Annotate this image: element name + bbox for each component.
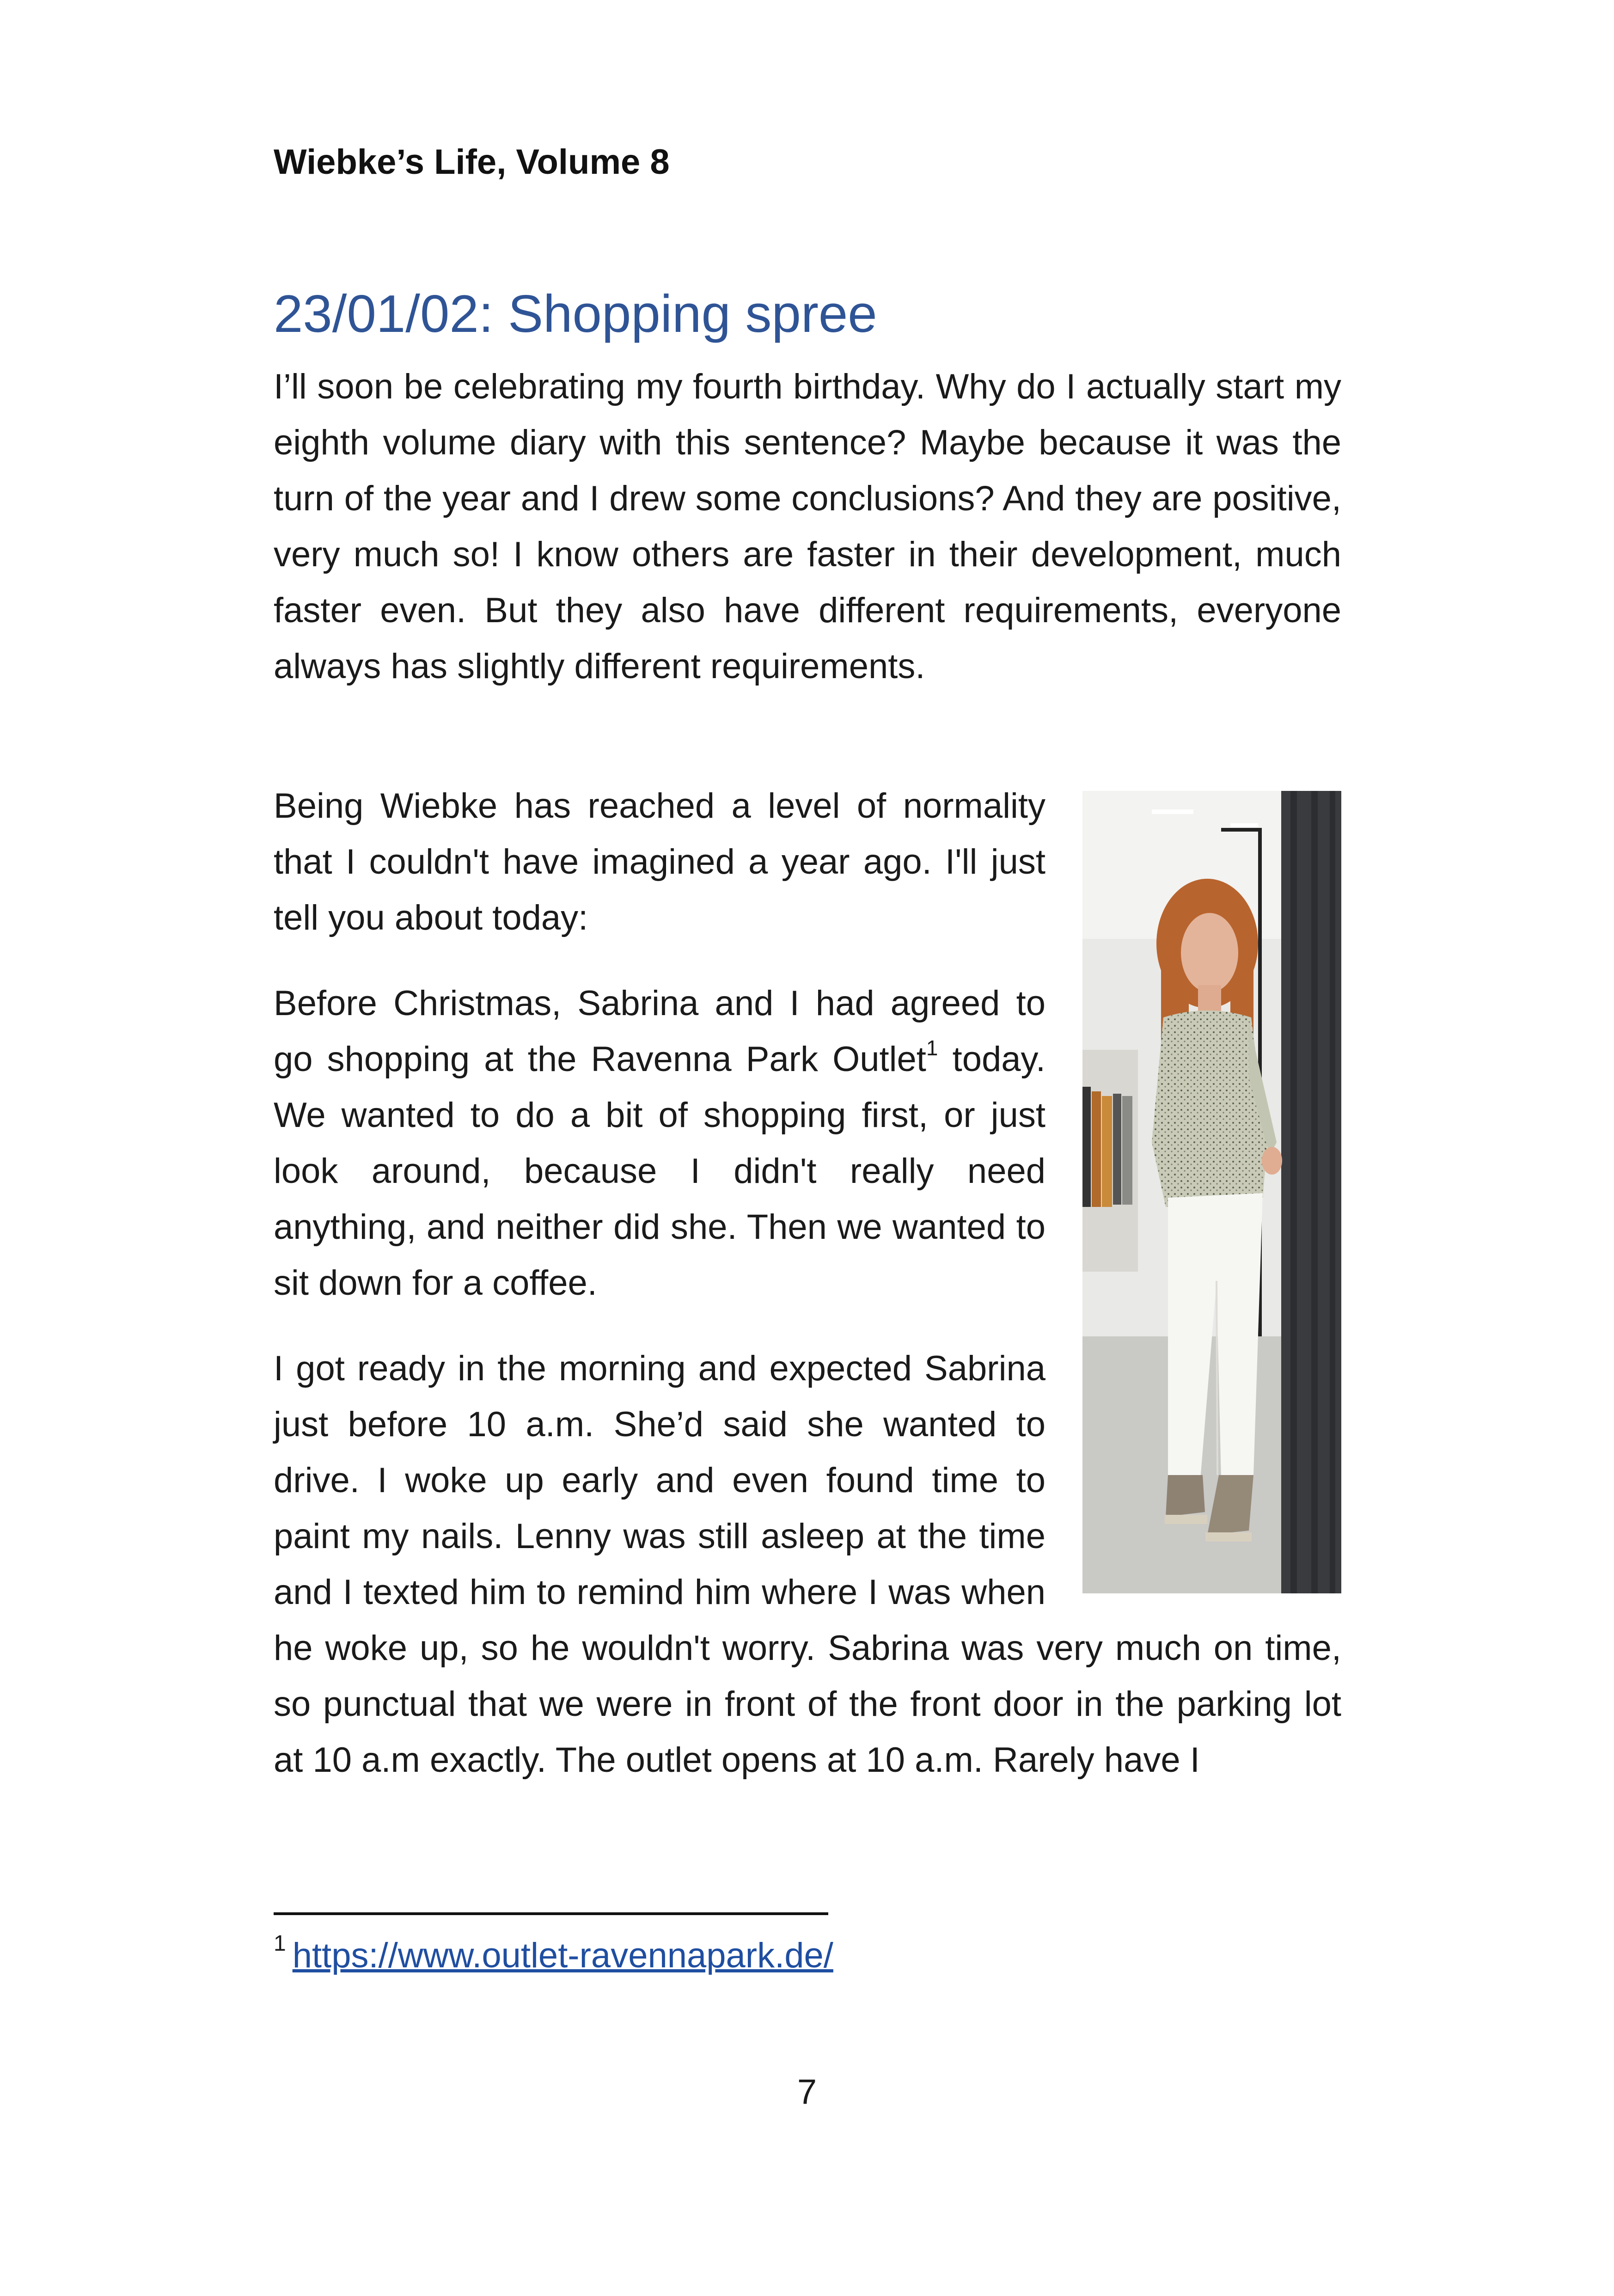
running-header: Wiebke’s Life, Volume 8 (274, 142, 670, 182)
text-with-photo (274, 778, 1341, 1818)
footnote-reference[interactable]: 1 (926, 1036, 938, 1060)
photo-illustration (1082, 791, 1341, 1593)
paragraph-christmas-plan-start: Before Christmas, Sabrina and I had agreed to go shopping at the Ravenna Park Outlet (274, 984, 1045, 1079)
footnote-separator (274, 1912, 828, 1915)
page-number: 7 (797, 2072, 817, 2112)
footnote-link[interactable]: https://www.outlet-ravennapark.de/ (292, 1936, 833, 1975)
footnote-number: 1 (274, 1931, 286, 1956)
photo-woman-in-store (1082, 791, 1341, 1593)
footnote (274, 1931, 833, 1977)
paragraph-intro: I’ll soon be celebrating my fourth birthday. Why do I actually start my eighth volume diary with this sentence? Maybe because it was the turn of the year and I drew some conclusions? And they are positive, very much so! I know others are faster in their development, much faster even. But they also have different requirements, everyone always has slightly different requirements. (274, 367, 1341, 686)
paragraph-christmas-plan-end: today. We wanted to do a bit of shopping first, or just look around, because I didn't really need anything, and neither did she. Then we wanted to sit down for a coffee. (274, 1040, 1045, 1303)
chapter-heading: 23/01/02: Shopping spree (274, 285, 877, 343)
paragraph-morning: I got ready in the morning and expected Sabrina just before 10 a.m. She’d said she wanted to drive. I woke up early and even found time to paint my nails. Lenny was still asleep at the time and I texted him to remind him where I was when he woke up, so he wouldn't worry. Sabrina was very much on time, so punctual that we were in front of the front door in the parking lot at 10 a.m exactly. The outlet opens at 10 a.m. Rarely have I (274, 1349, 1341, 1780)
paragraph-normality: Being Wiebke has reached a level of normality that I couldn't have imagined a year ago. I'll just tell you about today: (274, 786, 1045, 937)
